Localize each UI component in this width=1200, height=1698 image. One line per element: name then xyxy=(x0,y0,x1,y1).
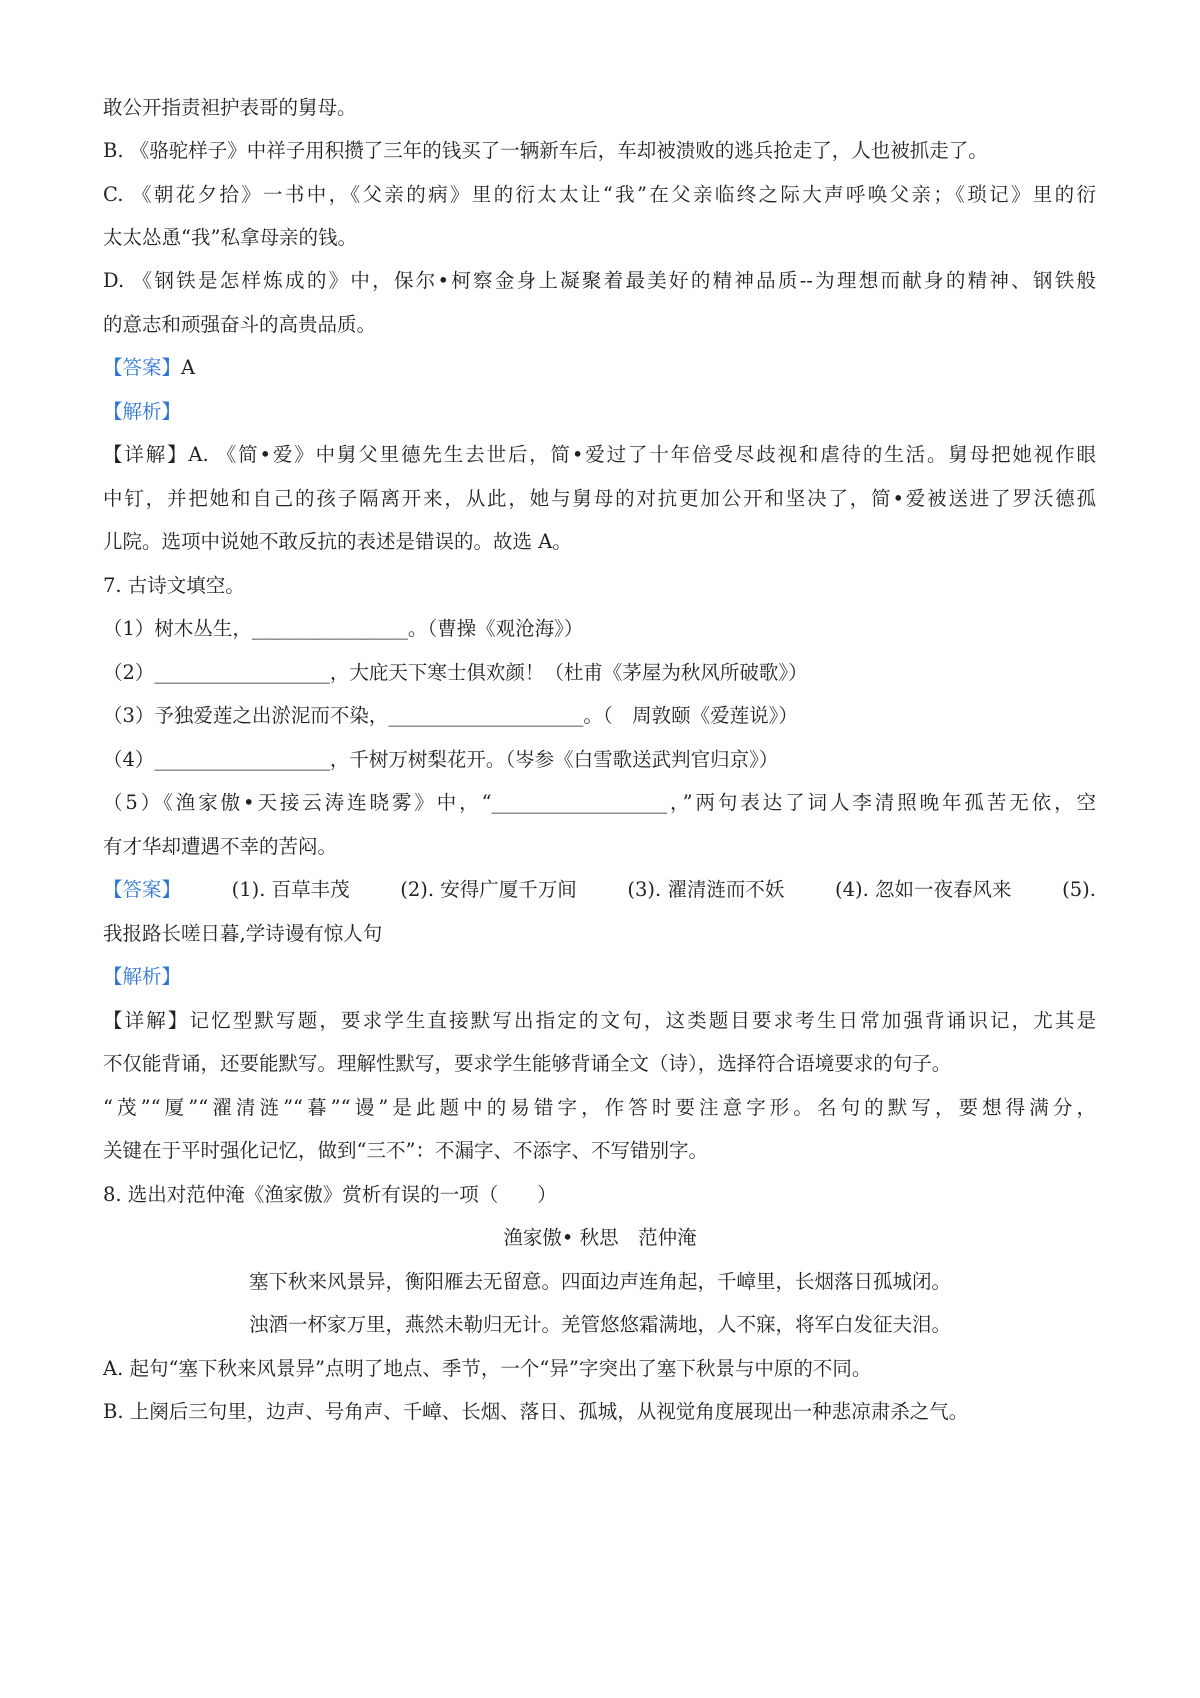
text-line: 有才华却遭遇不幸的苦闷。 xyxy=(103,835,338,858)
poem-line-1: 塞下秋来风景异，衡阳雁去无留意。四面边声连角起，千嶂里，长烟落日孤城闭。 xyxy=(248,1270,951,1293)
answer-item-4: (4). 忽如一夜春风来 xyxy=(834,878,1012,901)
fill-item-2: （2）__________________，大庇天下寒士俱欢颜！（杜甫《茅屋为秋风所破歌》） xyxy=(103,661,808,684)
answer-line xyxy=(103,876,1096,904)
fill-item-3: （3）予独爱莲之出淤泥而不染，____________________。（ 周敦颐《爱莲说》） xyxy=(103,704,798,727)
answer-continuation: 我报路长嗟日暮,学诗谩有惊人句 xyxy=(103,922,383,945)
answer-item-1: (1). 百草丰茂 xyxy=(231,878,350,901)
answer-tag: 【答案】 xyxy=(103,878,182,901)
poem-line-2: 浊酒一杯家万里，燕然未勒归无计。羌管悠悠霜满地，人不寐，将军白发征夫泪。 xyxy=(248,1313,951,1336)
analysis-tag: 【解析】 xyxy=(103,400,182,423)
text-line: 的意志和顽强奋斗的高贵品质。 xyxy=(103,313,377,336)
detail-line: “茂”“厦”“濯清涟”“暮”“谩”是此题中的易错字，作答时要注意字形。名句的默写，要想得满分， xyxy=(103,1096,1096,1119)
detail-line: 中钉，并把她和自己的孩子隔离开来，从此，她与舅母的对抗更加公开和坚决了，简•爱被送进了罗沃德孤 xyxy=(103,487,1096,510)
option-a-line: A. 起句“塞下秋来风景异”点明了地点、季节，一个“异”字突出了塞下秋景与中原的不同。 xyxy=(103,1357,872,1380)
option-c-line: C. 《朝花夕拾》一书中，《父亲的病》里的衍太太让“我”在父亲临终之际大声呼唤父亲；《琐记》里的衍 xyxy=(103,183,1096,206)
text-line: 敢公开指责袒护表哥的舅母。 xyxy=(103,96,357,119)
question-8-heading: 8. 选出对范仲淹《渔家傲》赏析有误的一项（ ） xyxy=(103,1183,557,1206)
detail-line: 【详解】记忆型默写题，要求学生直接默写出指定的文句，这类题目要求考生日常加强背诵识记，尤其是 xyxy=(103,1009,1096,1032)
fill-item-5: （5）《渔家傲•天接云涛连晓雾》中，“__________________，”两句表达了词人李清照晚年孤苦无依，空 xyxy=(103,791,1096,814)
answer-value: A xyxy=(181,356,196,379)
analysis-tag: 【解析】 xyxy=(103,965,182,988)
detail-line: 关键在于平时强化记忆，做到“三不”：不漏字、不添字、不写错别字。 xyxy=(103,1139,708,1162)
detail-line: 【详解】A. 《简•爱》中舅父里德先生去世后，简•爱过了十年倍受尽歧视和虐待的生活。舅母把她视作眼 xyxy=(103,443,1096,466)
option-b-line: B. 《骆驼样子》中祥子用积攒了三年的钱买了一辆新车后，车却被溃败的逃兵抢走了，人也被抓走了。 xyxy=(103,139,988,162)
option-b-line: B. 上阕后三句里，边声、号角声、千嶂、长烟、落日、孤城，从视觉角度展现出一种悲凉肃杀之气。 xyxy=(103,1400,969,1423)
option-d-line: D. 《钢铁是怎样炼成的》中，保尔•柯察金身上凝聚着最美好的精神品质--为理想而献身的精神、钢铁般 xyxy=(103,269,1096,292)
text-line: 太太怂恿“我”私拿母亲的钱。 xyxy=(103,226,357,249)
detail-line: 不仅能背诵，还要能默写。理解性默写，要求学生能够背诵全文（诗），选择符合语境要求的句子。 xyxy=(103,1052,952,1075)
fill-item-1: （1）树木丛生，________________。（曹操《观沧海》） xyxy=(103,617,584,640)
answer-item-2: (2). 安得广厦千万间 xyxy=(400,878,577,901)
answer-item-5: (5). xyxy=(1062,878,1096,901)
fill-item-4: （4）__________________，千树万树梨花开。（岑参《白雪歌送武判官归京》） xyxy=(103,748,779,771)
question-7-heading: 7. 古诗文填空。 xyxy=(103,574,245,597)
answer-item-3: (3). 濯清涟而不妖 xyxy=(627,878,785,901)
poem-title: 渔家傲• 秋思 范仲淹 xyxy=(503,1226,697,1249)
detail-line: 儿院。选项中说她不敢反抗的表述是错误的。故选 A。 xyxy=(103,530,572,553)
answer-tag: 【答案】 xyxy=(103,356,182,379)
answer-line xyxy=(103,354,1096,382)
